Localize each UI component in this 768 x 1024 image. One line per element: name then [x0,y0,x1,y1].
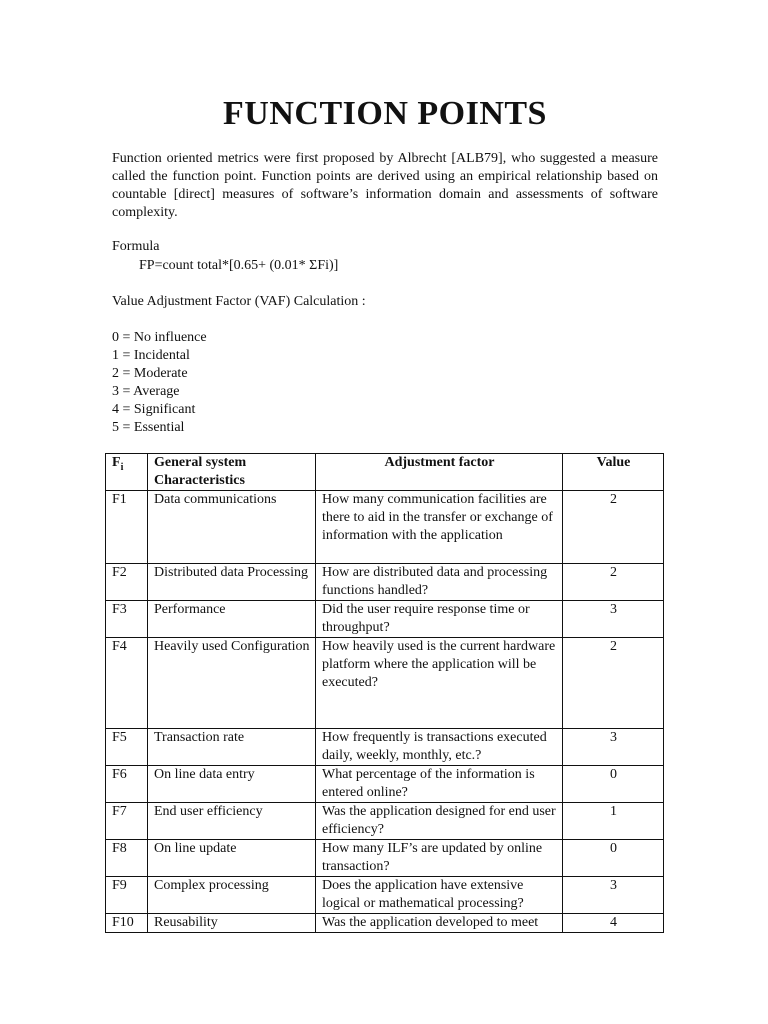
table-row [106,803,664,840]
cell-id: F4 [106,638,148,729]
cell-question: Did the user require response time or throughput? [316,601,563,638]
header-fi-label: F [112,455,121,470]
cell-question: How frequently is transactions executed daily, weekly, monthly, etc.? [316,729,563,766]
cell-characteristic: Transaction rate [148,729,316,766]
formula-expression: FP=count total*[0.65+ (0.01* ΣFi)] [139,258,339,273]
cell-question: How many communication facilities are there to aid in the transfer or exchange of information with the application [316,491,563,564]
cell-value: 3 [563,601,664,638]
cell-id: F1 [106,491,148,564]
cell-value: 2 [563,564,664,601]
cell-value: 3 [563,877,664,914]
cell-value: 4 [563,914,664,933]
cell-characteristic: Complex processing [148,877,316,914]
cell-id: F9 [106,877,148,914]
influence-scale-list [112,329,207,437]
cell-question: Was the application designed for end user efficiency? [316,803,563,840]
header-fi [106,454,148,491]
cell-value: 3 [563,729,664,766]
header-fi-subscript: i [120,461,124,473]
scale-item: 3 = Average [112,384,180,399]
header-characteristic: General system Characteristics [148,454,316,491]
cell-characteristic: On line update [148,840,316,877]
page-title: FUNCTION POINTS [223,95,547,132]
cell-question: Was the application developed to meet [316,914,563,933]
cell-id: F7 [106,803,148,840]
cell-value: 0 [563,840,664,877]
cell-characteristic: On line data entry [148,766,316,803]
table-row [106,766,664,803]
table-row [106,729,664,766]
header-question: Adjustment factor [316,454,563,491]
table-row [106,914,664,933]
header-value: Value [563,454,664,491]
cell-question: How are distributed data and processing functions handled? [316,564,563,601]
vaf-heading: Value Adjustment Factor (VAF) Calculation : [112,294,366,309]
cell-id: F2 [106,564,148,601]
cell-id: F3 [106,601,148,638]
cell-characteristic: Reusability [148,914,316,933]
cell-value: 1 [563,803,664,840]
formula-label: Formula [112,239,160,254]
scale-item: 4 = Significant [112,402,196,417]
cell-id: F8 [106,840,148,877]
cell-characteristic: Performance [148,601,316,638]
cell-value: 2 [563,491,664,564]
scale-item: 1 = Incidental [112,348,190,363]
table-row [106,491,664,564]
cell-id: F5 [106,729,148,766]
cell-characteristic: Distributed data Processing [148,564,316,601]
table-row [106,840,664,877]
cell-characteristic: End user efficiency [148,803,316,840]
cell-value: 2 [563,638,664,729]
table-row [106,877,664,914]
cell-question: Does the application have extensive logical or mathematical processing? [316,877,563,914]
scale-item: 5 = Essential [112,420,185,435]
cell-question: How many ILF’s are updated by online transaction? [316,840,563,877]
table-header-row [106,454,664,491]
table-row [106,638,664,729]
cell-characteristic: Heavily used Configuration [148,638,316,729]
table-row [106,564,664,601]
scale-item: 2 = Moderate [112,366,188,381]
cell-value: 0 [563,766,664,803]
intro-paragraph: Function oriented metrics were first proposed by Albrecht [ALB79], who suggested a measure called the function point. Function points are derived using an empirical relationship based on countable [direct] measures of software’s information domain and assessments of software complexity. [112,151,658,220]
scale-item: 0 = No influence [112,330,207,345]
cell-id: F10 [106,914,148,933]
adjustment-factor-table [105,453,664,933]
cell-characteristic: Data communications [148,491,316,564]
cell-id: F6 [106,766,148,803]
table-row [106,601,664,638]
cell-question: How heavily used is the current hardware platform where the application will be executed? [316,638,563,729]
cell-question: What percentage of the information is entered online? [316,766,563,803]
